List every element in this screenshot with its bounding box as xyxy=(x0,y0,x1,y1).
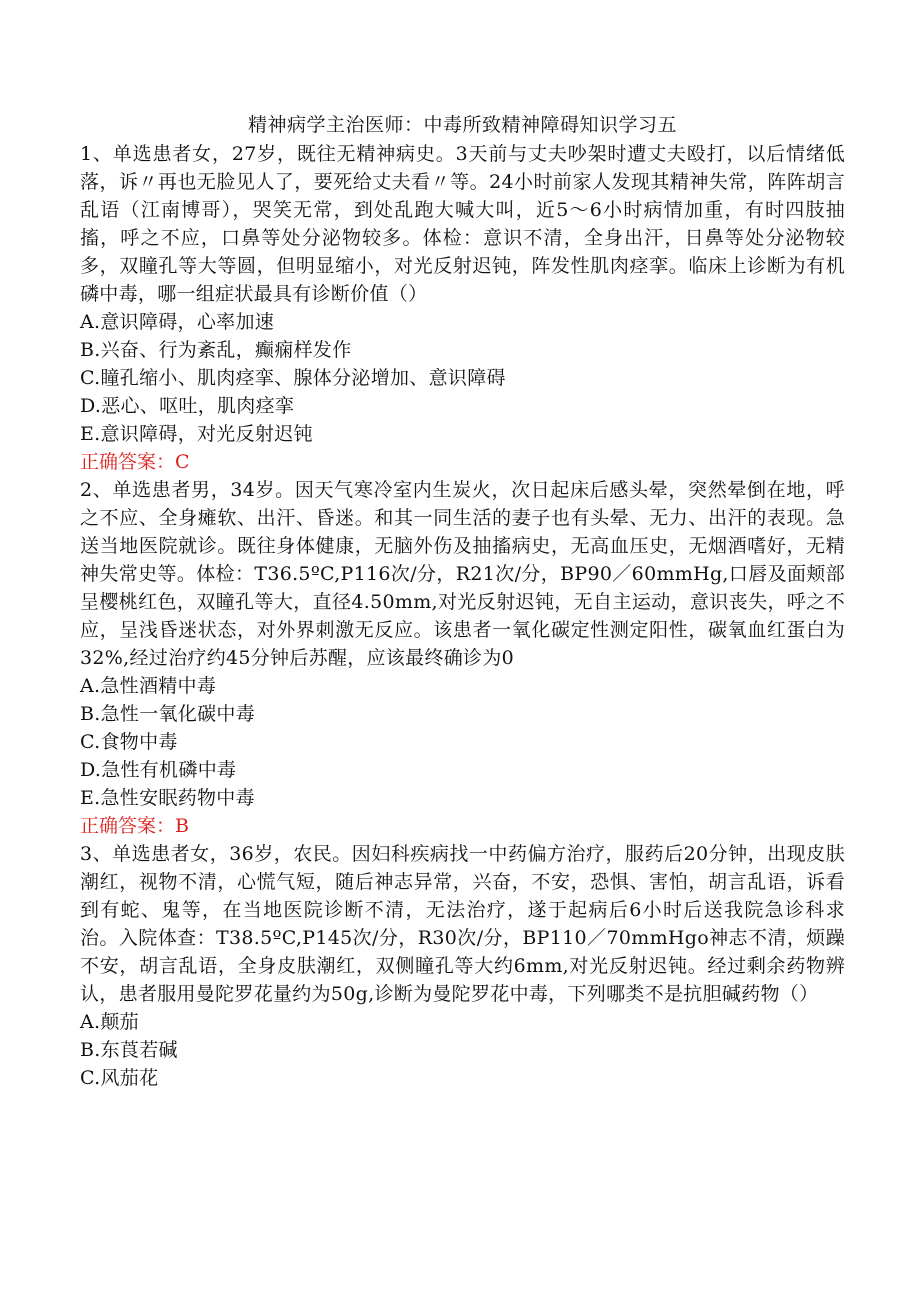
option-c: C.瞳孔缩小、肌肉痉挛、腺体分泌增加、意识障碍 xyxy=(80,367,506,389)
option-a: A.颠茄 xyxy=(80,1011,139,1033)
option-a: A.急性酒精中毒 xyxy=(80,675,217,697)
question-text: 1、单选患者女，27岁，既往无精神病史。3天前与丈夫吵架时遭丈夫殴打，以后情绪低落，诉〃再也无脸见人了，要死给丈夫看〃等。24小时前家人发现其精神失常，阵阵胡言乱语（江南博哥），哭笑无常，到处乱跑大喊大叫，近5～6小时病情加重，有时四肢抽搐，呼之不应，口鼻等处分泌物较多。体检：意识不清，全身出汗，日鼻等处分泌物较多，双瞳孔等大等圆，但明显缩小，对光反射迟钝，阵发性肌肉痉挛。临床上诊断为有机磷中毒，哪一组症状最具有诊断价值（） xyxy=(80,143,845,305)
option-b: B.东莨若碱 xyxy=(80,1039,178,1061)
correct-answer: 正确答案：B xyxy=(80,815,189,837)
option-b: B.兴奋、行为紊乱，癫痫样发作 xyxy=(80,339,352,361)
option-e: E.急性安眠药物中毒 xyxy=(80,787,255,809)
option-e: E.意识障碍，对光反射迟钝 xyxy=(80,423,313,445)
question-text: 2、单选患者男，34岁。因天气寒冷室内生炭火，次日起床后感头晕，突然晕倒在地，呼之不应、全身瘫软、出汗、昏迷。和其一同生活的妻子也有头晕、无力、出汗的表现。急送当地医院就诊。既往身体健康，无脑外伤及抽搐病史，无高血压史，无烟酒嗜好，无精神失常史等。体检：T36.5ºC,P116次/分，R21次/分，BP90／60mmHg,口唇及面颊部呈樱桃红色，双瞳孔等大，直径4.50mm,对光反射迟钝，无自主运动，意识丧失，呼之不应，呈浅昏迷状态，对外界刺激无反应。该患者一氧化碳定性测定阳性，碳氧血红蛋白为32%,经过治疗约45分钟后苏醒，应该最终确诊为0 xyxy=(80,479,845,669)
question-text: 3、单选患者女，36岁，农民。因妇科疾病找一中药偏方治疗，服药后20分钟，出现皮肤潮红，视物不清，心慌气短，随后神志异常，兴奋，不安，恐惧、害怕，胡言乱语，诉看到有蛇、鬼等，在当地医院诊断不清，无法治疗，遂于起病后6小时后送我院急诊科求治。入院体查：T38.5ºC,P145次/分，R30次/分，BP110／70mmHgo神志不清，烦躁不安，胡言乱语，全身皮肤潮红，双侧瞳孔等大约6mm,对光反射迟钝。经过剩余药物辨认，患者服用曼陀罗花量约为50g,诊断为曼陀罗花中毒，下列哪类不是抗胆碱药物（） xyxy=(80,843,845,1005)
question-1 xyxy=(80,140,845,476)
document-page xyxy=(80,110,845,1092)
correct-answer: 正确答案：C xyxy=(80,451,190,473)
option-c: C.食物中毒 xyxy=(80,731,178,753)
option-a: A.意识障碍，心率加速 xyxy=(80,311,275,333)
option-b: B.急性一氧化碳中毒 xyxy=(80,703,256,725)
option-d: D.恶心、呕吐，肌肉痉挛 xyxy=(80,395,295,417)
option-d: D.急性有机磷中毒 xyxy=(80,759,237,781)
question-2 xyxy=(80,476,845,840)
question-3 xyxy=(80,840,845,1092)
option-c: C.风茄花 xyxy=(80,1067,159,1089)
document-title: 精神病学主治医师：中毒所致精神障碍知识学习五 xyxy=(247,114,677,136)
